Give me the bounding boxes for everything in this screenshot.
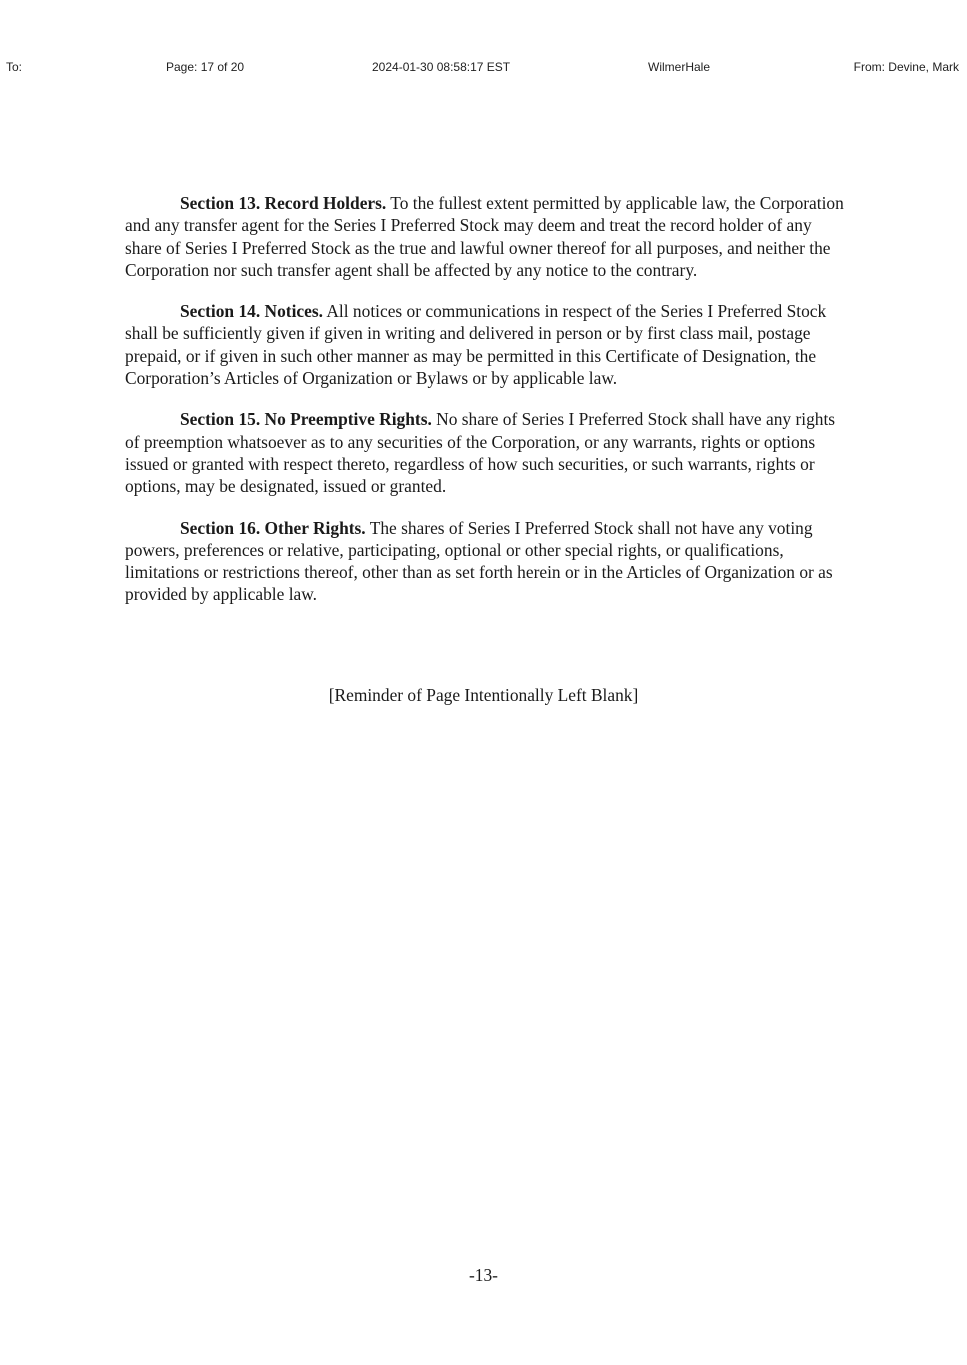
fax-header-from: From: Devine, Mark [853, 60, 959, 74]
section-13 [125, 192, 845, 281]
blank-page-notice: [Reminder of Page Intentionally Left Blank] [328, 685, 639, 705]
fax-header-page: Page: 17 of 20 [166, 60, 245, 74]
section-heading: Section 13. Record Holders. [180, 193, 387, 213]
fax-header-to: To: [6, 60, 23, 74]
section-heading: Section 15. No Preemptive Rights. [180, 409, 432, 430]
section-15 [125, 408, 845, 497]
section-text: All notices or communications in respect of the Series I Preferred Stock shall be sufficiently given if given in writing and delivered in person or by first class mail, postage prepaid, or if given in such other manner as may be permitted in this Certificate of Designation, the Corporation’s Articles of Organization or Bylaws or by applicable law. [125, 301, 827, 389]
section-text: No share of Series I Preferred Stock shall have any rights of preemption whatsoever as to any securities of the Corporation, or any warrants, rights or options issued or granted with respect thereto, regardless of how such securities, or such warrants, rights or options, may be designated, issued or granted. [125, 409, 836, 497]
section-heading: Section 14. Notices. [180, 301, 323, 322]
section-14 [125, 300, 845, 389]
page-number: -13- [469, 1265, 498, 1285]
document-body [125, 192, 845, 625]
section-16 [125, 517, 845, 606]
section-heading: Section 16. Other Rights. [180, 517, 366, 538]
fax-header-datetime: 2024-01-30 08:58:17 EST [372, 60, 511, 74]
section-text: To the fullest extent permitted by applicable law, the Corporation and any transfer agent for the Series I Preferred Stock may deem and treat the record holder of any share of Series I Preferred Stock as the true and lawful owner thereof for all purposes, and neither the Corporation nor such transfer agent shall be affected by any notice to the contrary. [125, 193, 844, 280]
fax-header-organization: WilmerHale [648, 60, 711, 74]
section-text: The shares of Series I Preferred Stock shall not have any voting powers, preferences or relative, participating, optional or other special rights, or qualifications, limitations or restrictions thereof, other than as set forth herein or in the Articles of Organization or as provided by applicable law. [125, 517, 833, 605]
fax-header [0, 60, 967, 76]
